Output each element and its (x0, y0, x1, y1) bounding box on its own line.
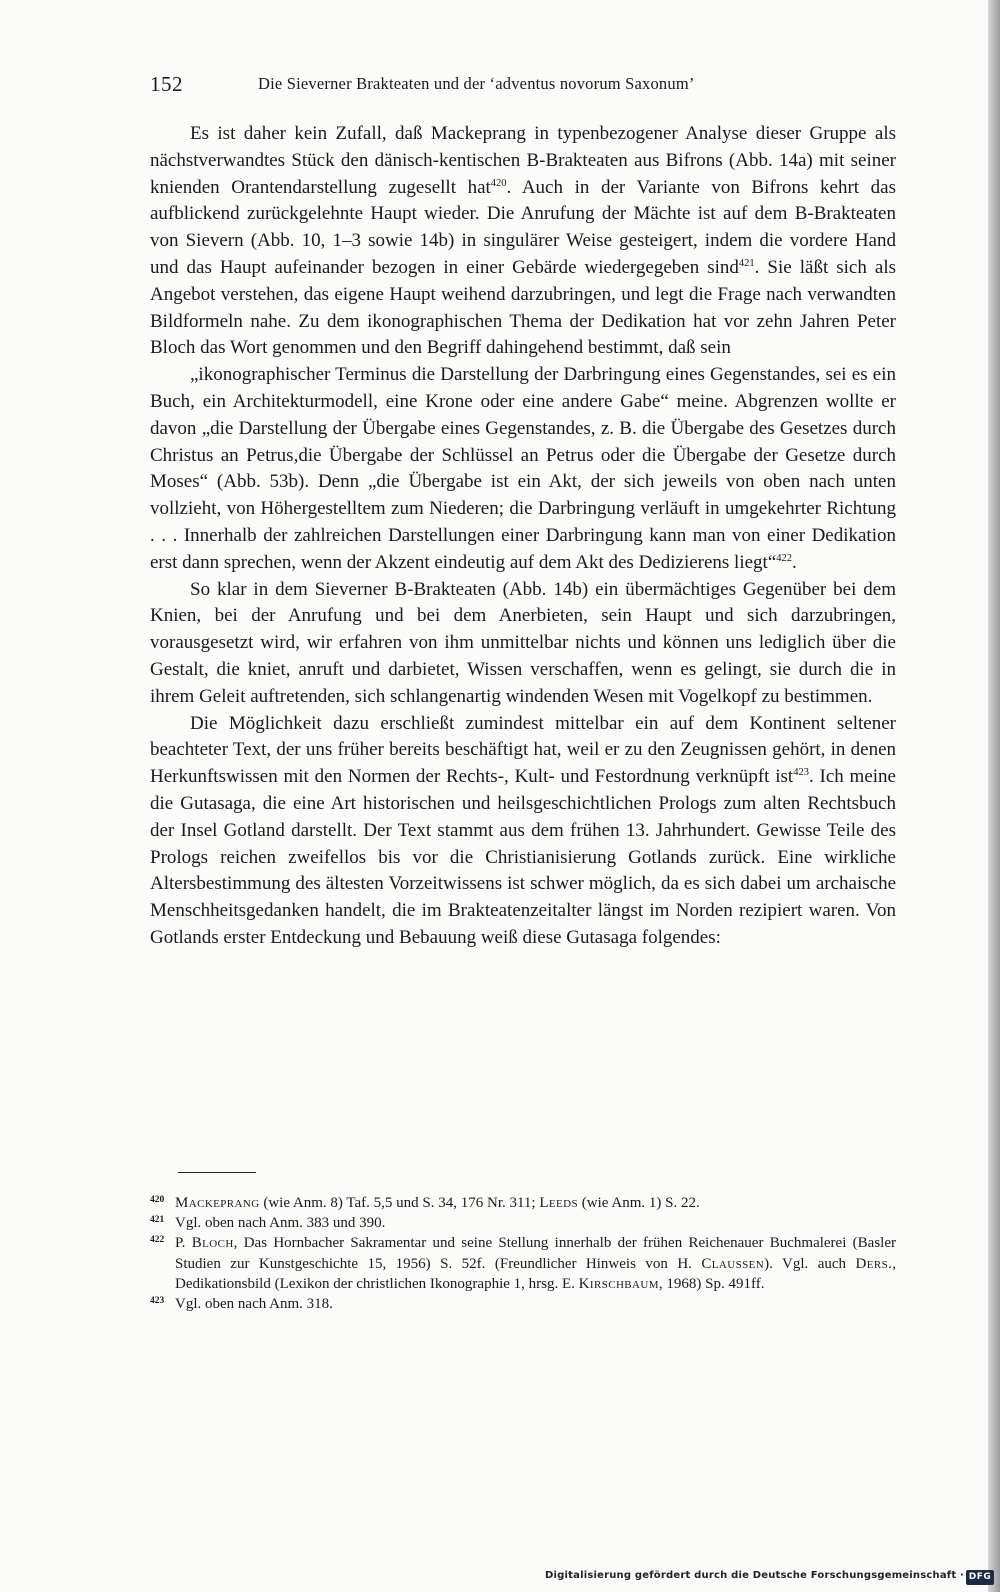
footnote-ref[interactable]: 422 (776, 552, 793, 564)
footnote: 420 Mackeprang (wie Anm. 8) Taf. 5,5 und S. 34, 176 Nr. 311; Leeds (wie Anm. 1) S. 22. (150, 1193, 896, 1213)
footnote-divider (178, 1172, 256, 1173)
digitization-credit: Digitalisierung gefördert durch die Deutsche Forschungsgemeinschaft · (545, 1570, 964, 1581)
quote-paragraph: „ikonographischer Terminus die Darstellung der Darbringung eines Gegenstandes, sei es ein Buch, ein Architekturmodell, eine Krone oder eine andere Gabe“ meine. Abgrenzen wollte er davon „die Darstellung der Übergabe eines Gegenstandes, z. B. die Übergabe des Gesetzes durch Christus an Petrus,die Übergabe der Schlüssel an Petrus oder die Übergabe der Gesetze durch Moses“ (Abb. 53b). Denn „die Übergabe ist ein Akt, der sich jeweils von oben nach unten vollzieht, von Höhergestelltem zum Niederen; die Darbringung verläuft in umgekehrter Richtung . . . Innerhalb der zahlreichen Darstellungen einer Darbringung kann man von einer Dedikation erst dann sprechen, wenn der Akzent eindeutig auf dem Akt des Dedizierens liegt“$^{422}$. (150, 364, 896, 573)
dfg-logo: DFG (966, 1570, 994, 1585)
paragraph: Es ist daher kein Zufall, daß Mackeprang in typenbezogener Analyse dieser Gruppe als nächstverwandtes Stück den dänisch-kentischen B-Brakteaten aus Bifrons (Abb. 14a) mit seiner knienden Orantendarstellung zugesellt hat$^{420}$. Auch in der Variante von Bifrons kehrt das aufblickend zurückgelehnte Haupt wieder. Die Anrufung der Mächte ist auf dem B-Brakteaten von Sievern (Abb. 10, 1–3 sowie 14b) in singulärer Weise gesteigert, indem die vordere Hand und das Haupt aufeinander bezogen in einer Gebärde wiedergegeben sind$^{421}$. Sie läßt sich als Angebot verstehen, das eigene Haupt weihend darzubringen, und legt die Frage nach verwandten Bildformeln nahe. Zu dem ikonographischen Thema der Dedikation hat vor zehn Jahren Peter Bloch das Wort genommen und den Begriff dahingehend bestimmt, daß sein (150, 123, 896, 359)
footnote-ref[interactable]: 420 (490, 177, 507, 189)
page-header (150, 72, 896, 102)
footnote: 421 Vgl. oben nach Anm. 383 und 390. (150, 1213, 896, 1233)
footnote-number: 423 (150, 1296, 165, 1307)
footnote: 423 Vgl. oben nach Anm. 318. (150, 1294, 896, 1314)
footnotes (150, 1193, 896, 1314)
page-edge-shadow (988, 0, 1000, 1592)
page-number: 152 (150, 72, 183, 96)
paragraph: Die Möglichkeit dazu erschließt zumindest mittelbar ein auf dem Kontinent seltener beachteter Text, der uns früher bereits beschäftigt hat, weil er zu den Zeugnissen gehört, in denen Herkunftswissen mit den Normen der Rechts-, Kult- und Festordnung verknüpft ist$^{423}$. Ich meine die Gutasaga, die eine Art historischen und heilsgeschichtlichen Prologs zum alten Rechtsbuch der Insel Gotland darstellt. Der Text stammt aus dem frühen 13. Jahrhundert. Gewisse Teile des Prologs reichen zweifellos bis vor die Christianisierung Gotlands zurück. Eine wirkliche Altersbestimmung des ältesten Vorzeitwissens ist schwer möglich, da es sich dabei um archaische Menschheitsgedanken handelt, die im Brakteatenzeitalter längst im Norden rezipiert waren. Von Gotlands erster Entdeckung und Bebauung weiß diese Gutasaga folgendes: (150, 712, 896, 948)
footnote-ref[interactable]: 421 (738, 257, 755, 269)
footnote-number: 420 (150, 1195, 165, 1205)
body-text (150, 121, 896, 952)
footnote-number: 421 (150, 1215, 165, 1226)
footnote-ref[interactable]: 423 (793, 767, 809, 779)
footnote: 422 P. Bloch, Das Hornbacher Sakramentar und seine Stellung innerhalb der frühen Reichenauer Buchmalerei (Basler Studien zur Kunstgeschichte 15, 1956) S. 52f. (Freundlicher Hinweis von H. Claussen). Vgl. auch Ders., Dedikationsbild (Lexikon der christlichen Ikonographie 1, hrsg. E. Kirschbaum, 1968) Sp. 491ff. (150, 1233, 896, 1294)
paragraph: So klar in dem Sieverner B-Brakteaten (Abb. 14b) ein übermächtiges Gegenüber bei dem Knien, bei der Anrufung und bei dem Anerbieten, sein Haupt und sich darzubringen, vorausgesetzt wird, wir erfahren von ihm unmittelbar nichts und können uns lediglich über die Gestalt, die kniet, anruft und darbietet, Wissen verschaffen, wenn es gelingt, sie durch die in ihrem Geleit auftretenden, sich schlangenartig windenden Wesen mit Vogelkopf zu bestimmen. (150, 578, 896, 707)
running-title: Die Sieverner Brakteaten und der ‘adventus novorum Saxonum’ (258, 74, 695, 93)
footnote-number: 422 (150, 1235, 165, 1246)
